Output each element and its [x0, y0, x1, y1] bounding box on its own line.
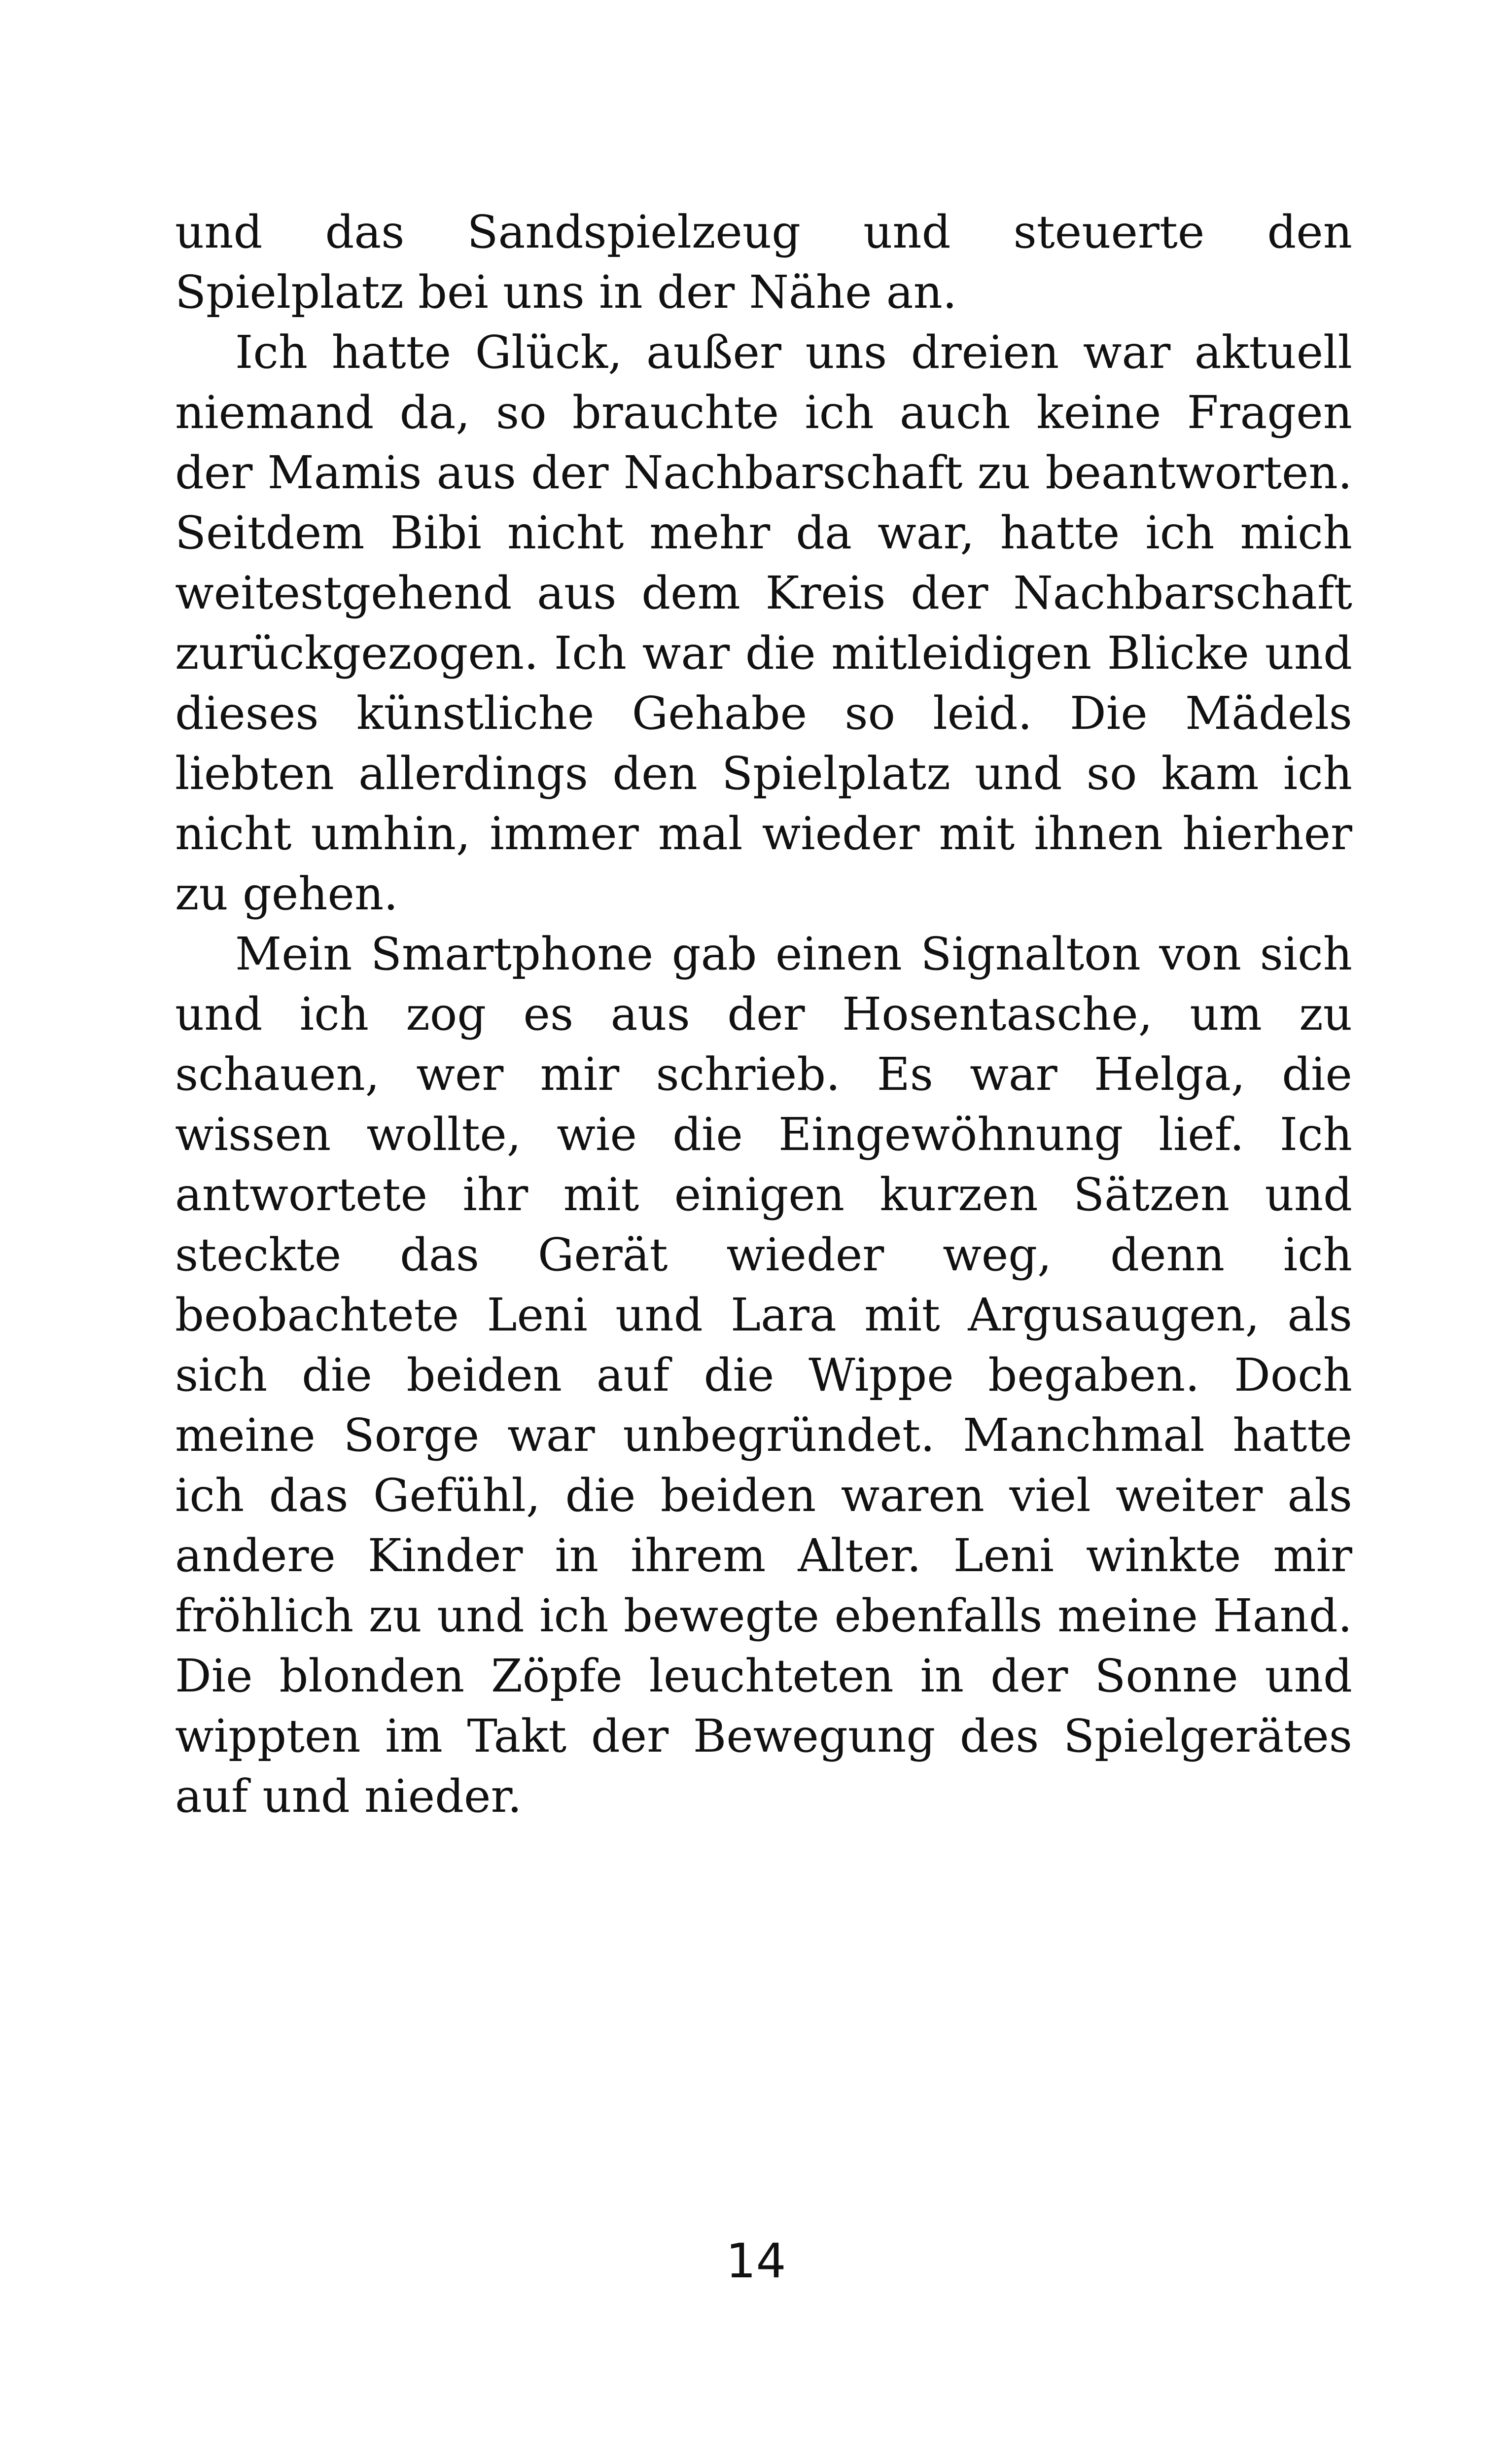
page-body	[175, 202, 1352, 1827]
page-number: 14	[726, 2233, 786, 2289]
paragraph-continuation: und das Sandspielzeug und steuerte den Spielplatz bei uns in der Nähe an.	[175, 206, 1352, 319]
paragraph-playground: Ich hatte Glück, außer uns dreien war aktuell niemand da, so brauchte ich auch keine Fragen der Mamis aus der Nachbarschaft zu beantworten. Seitdem Bibi nicht mehr da war, hatte ich mich weitestgehend aus dem Kreis der Nachbarschaft zurückgezogen. Ich war die mitleidigen Blicke und dieses künstliche Gehabe so leid. Die Mädels liebten allerdings den Spielplatz und so kam ich nicht umhin, immer mal wieder mit ihnen hierher zu gehen.	[175, 326, 1352, 920]
paragraph-smartphone: Mein Smartphone gab einen Signalton von sich und ich zog es aus der Hosentasche, um zu schauen, wer mir schrieb. Es war Helga, die wissen wollte, wie die Eingewöhnung lief. Ich antwortete ihr mit einigen kurzen Sätzen und steckte das Gerät wieder weg, denn ich beobachtete Leni und Lara mit Argusaugen, als sich die beiden auf die Wippe begaben. Doch meine Sorge war unbegründet. Manchmal hatte ich das Gefühl, die beiden waren viel weiter als andere Kinder in ihrem Alter. Leni winkte mir fröhlich zu und ich bewegte ebenfalls meine Hand. Die blonden Zöpfe leuchteten in der Sonne und wippten im Takt der Bewegung des Spielgerätes auf und nieder.	[175, 928, 1352, 1823]
